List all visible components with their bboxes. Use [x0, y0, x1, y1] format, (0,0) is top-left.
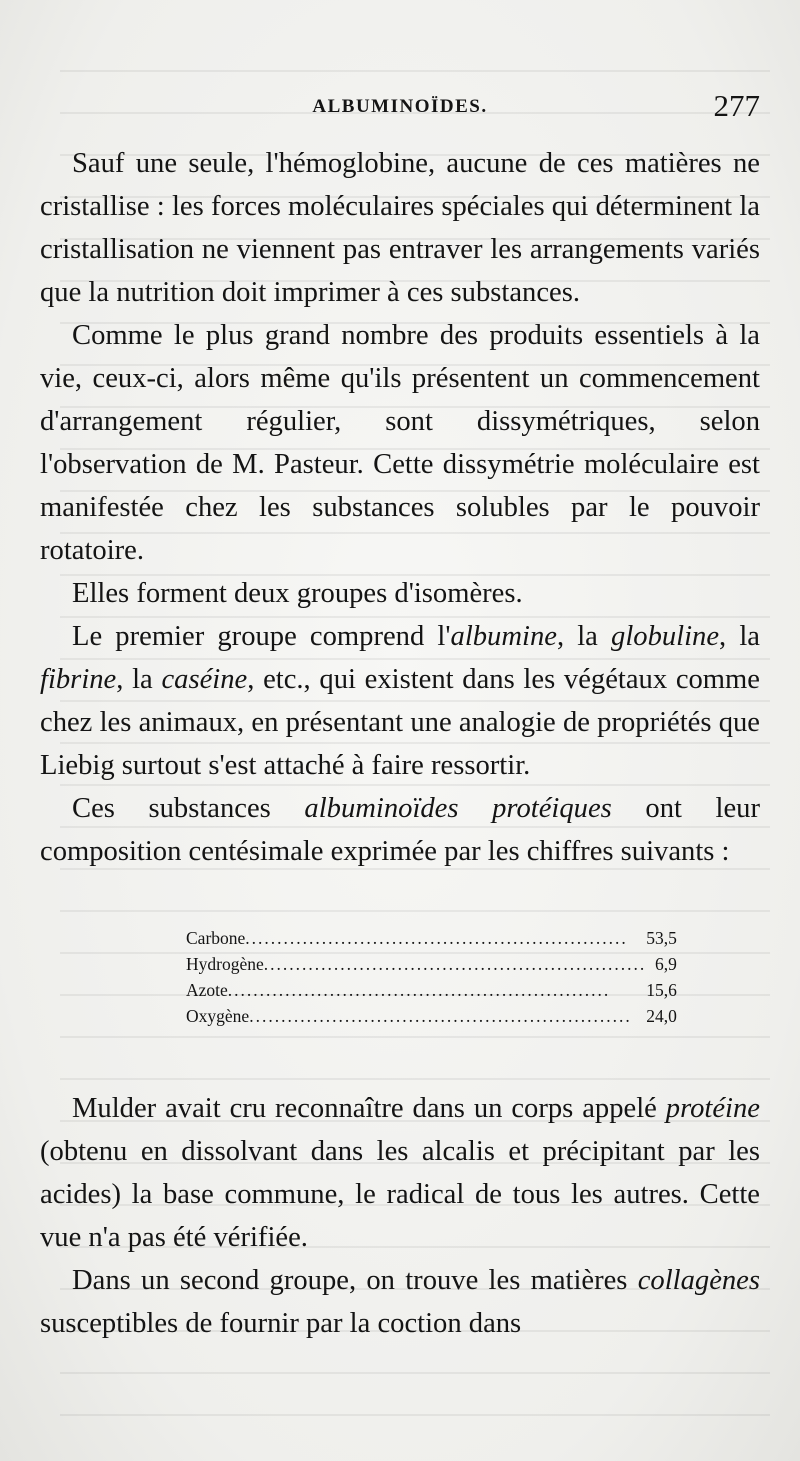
paragraph — [40, 572, 760, 615]
text-run: Dans un second groupe, on trouve les matières — [72, 1265, 638, 1296]
element-percentage: 53,5 — [646, 928, 677, 948]
italic-term: albumine — [450, 621, 557, 652]
dot-leader: ............................................................ — [245, 928, 628, 948]
element-name: Oxygène — [186, 1006, 250, 1026]
table-row — [186, 1003, 677, 1029]
table-row — [186, 951, 677, 977]
text-run: Ces substances — [72, 793, 305, 824]
body-text — [40, 142, 760, 1345]
italic-term: fibrine — [40, 664, 117, 695]
text-run: Mulder avait cru reconnaître dans un corps appelé — [72, 1093, 666, 1124]
text-run: Le premier groupe comprend l' — [72, 621, 451, 652]
paragraph — [40, 787, 760, 873]
text-run: susceptibles de fournir par la coction dans — [40, 1308, 522, 1339]
paragraph — [40, 314, 760, 572]
table-row — [186, 977, 677, 1003]
dot-leader: ............................................................ — [249, 1006, 632, 1026]
element-name: Hydrogène — [186, 954, 264, 974]
text-run: (obtenu en dissolvant dans les alcalis et précipitant par les acides) la base commune, le radical de tous les autres. Cette vue n'a pas été vérifiée. — [40, 1136, 760, 1253]
page-header — [40, 88, 760, 128]
text-run: Comme le plus grand nombre des produits essentiels à la vie, ceux-ci, alors même qu'ils présentent un commencement d'arrangement régulier, sont dissymétriques, selon l'observation de M. Pasteur. Cette dissymétrie moléculaire est manifestée chez les substances solubles par le pouvoir rotatoire. — [40, 320, 760, 566]
element-name: Carbone — [186, 928, 246, 948]
italic-term: albuminoïdes protéiques — [304, 793, 612, 824]
paragraphs-after-table — [40, 1087, 760, 1345]
text-run: , la — [719, 621, 760, 652]
italic-term: globuline — [611, 621, 720, 652]
paragraph — [40, 142, 760, 314]
paragraph — [40, 615, 760, 787]
text-run: ont leur composition centésimale exprimée par les chiffres suivants : — [40, 793, 761, 867]
element-percentage: 6,9 — [655, 954, 677, 974]
paragraph — [40, 1087, 760, 1259]
dot-leader: ............................................................ — [263, 954, 647, 974]
element-percentage: 24,0 — [646, 1006, 677, 1026]
text-run: Sauf une seule, l'hémoglobine, aucune de ces matières ne cristallise : les forces moléculaires spéciales qui déterminent la cristallisation ne viennent pas entraver les arrangements variés que la nutrition doit imprimer à ces substances. — [40, 148, 760, 308]
text-run: , la — [116, 664, 162, 695]
composition-table — [186, 925, 677, 1029]
element-name: Azote — [186, 980, 228, 1000]
table-row — [186, 925, 677, 951]
page-number: 277 — [713, 88, 760, 123]
italic-term: collagènes — [637, 1265, 760, 1296]
text-run: , etc., qui existent dans les végétaux comme chez les animaux, en présentant une analogie de propriétés que Liebig surtout s'est attaché à faire ressortir. — [40, 664, 760, 781]
italic-term: caséine — [161, 664, 248, 695]
text-run: Elles forment deux groupes d'isomères. — [72, 578, 523, 609]
paragraph — [40, 1259, 760, 1345]
paragraphs-before-table — [40, 142, 760, 873]
running-head: ALBUMINOÏDES. — [312, 96, 488, 117]
text-run: , la — [556, 621, 612, 652]
italic-term: protéine — [665, 1093, 760, 1124]
dot-leader: ............................................................ — [227, 980, 611, 1000]
element-percentage: 15,6 — [646, 980, 677, 1000]
